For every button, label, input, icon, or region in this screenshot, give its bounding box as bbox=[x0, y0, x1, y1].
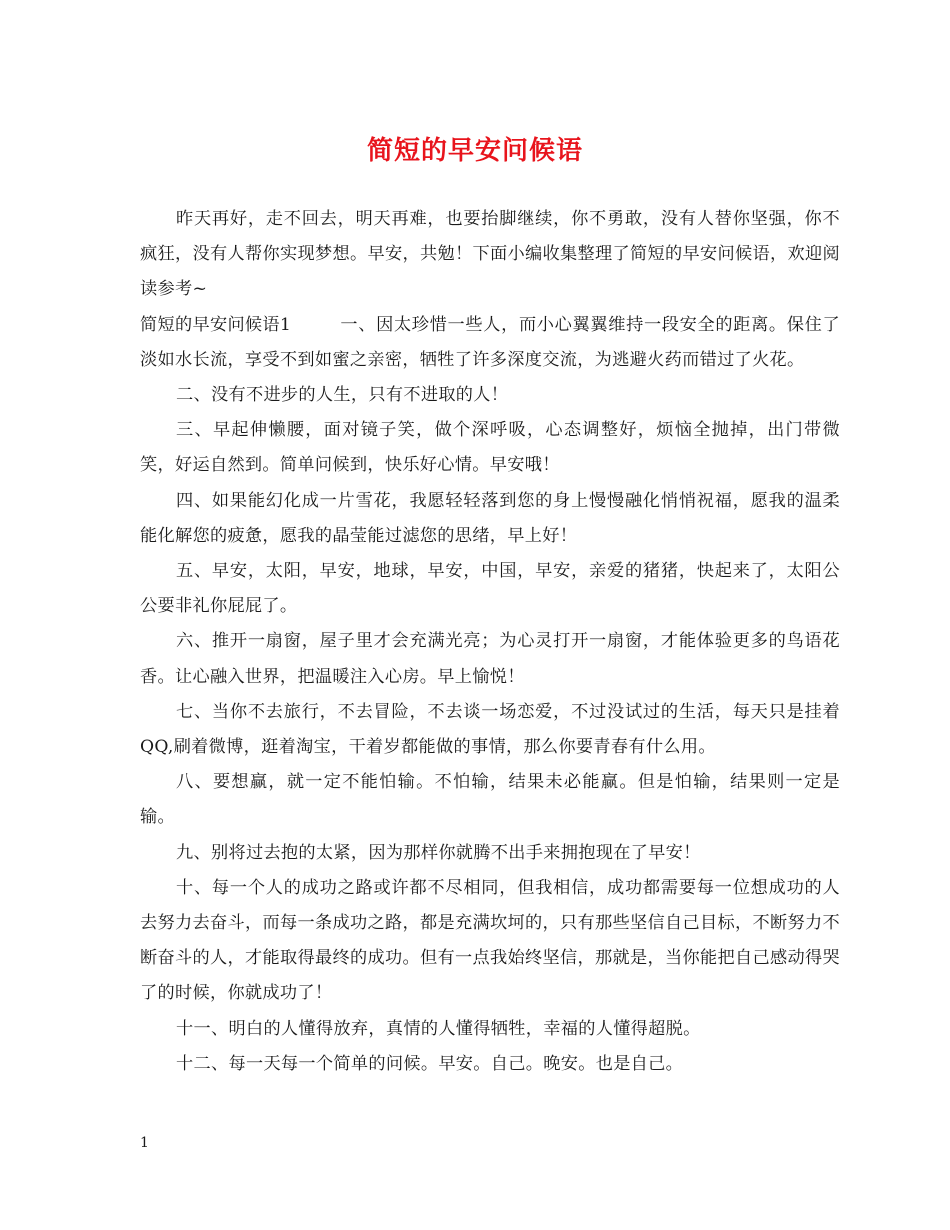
item-paragraph-7: 七、当你不去旅行，不去冒险，不去谈一场恋爱，不过没试过的生活，每天只是挂着QQ,刷着微博，逛着淘宝，干着岁都能做的事情，那么你要青春有什么用。 bbox=[140, 701, 840, 758]
section-label: 简短的早安问候语1 bbox=[140, 314, 292, 335]
item-paragraph-3: 三、早起伸懒腰，面对镜子笑，做个深呼吸，心态调整好，烦恼全抛掉，出门带微笑，好运自然到。简单问候到，快乐好心情。早安哦！ bbox=[140, 420, 840, 476]
section-first-paragraph bbox=[140, 308, 840, 378]
item-paragraph-1: 一、因太珍惜一些人，而小心翼翼维持一段安全的距离。保住了淡如水长流，享受不到如蜜之亲密，牺牲了许多深度交流，为逃避火药而错过了火花。 bbox=[140, 314, 840, 370]
item-paragraph-10: 十、每一个人的成功之路或许都不尽相同，但我相信，成功都需要每一位想成功的人去努力去奋斗，而每一条成功之路，都是充满坎坷的，只有那些坚信自己目标，不断努力不断奋斗的人，才能取得最终的成功。但有一点我始终坚信，那就是，当你能把自己感动得哭了的时候，你就成功了！ bbox=[140, 877, 840, 1004]
item-paragraph-2: 二、没有不进步的人生，只有不进取的人！ bbox=[176, 385, 509, 406]
item-paragraph-5: 五、早安，太阳，早安，地球，早安，中国，早安，亲爱的猪猪，快起来了，太阳公公要非礼你屁屁了。 bbox=[140, 561, 840, 617]
document-title: 简短的早安问候语 bbox=[366, 136, 583, 166]
page-number: 1 bbox=[140, 1135, 149, 1151]
item-paragraph-9: 九、别将过去抱的太紧，因为那样你就腾不出手来拥抱现在了早安！ bbox=[176, 842, 701, 863]
item-paragraph-4: 四、如果能幻化成一片雪花，我愿轻轻落到您的身上慢慢融化悄悄祝福，愿我的温柔能化解您的疲惫，愿我的晶莹能过滤您的思绪，早上好！ bbox=[140, 490, 840, 546]
item-paragraph-8: 八、要想赢，就一定不能怕输。不怕输，结果未必能赢。但是怕输，结果则一定是输。 bbox=[140, 772, 840, 828]
document-body bbox=[140, 202, 840, 1082]
item-paragraph-6: 六、推开一扇窗，屋子里才会充满光亮；为心灵打开一扇窗，才能体验更多的鸟语花香。让心融入世界，把温暖注入心房。早上愉悦！ bbox=[140, 631, 840, 687]
intro-paragraph: 昨天再好，走不回去，明天再难，也要抬脚继续，你不勇敢，没有人替你坚强，你不疯狂，没有人帮你实现梦想。早安，共勉！下面小编收集整理了简短的早安问候语，欢迎阅读参考~ bbox=[140, 209, 840, 300]
item-paragraph-11: 十一、明白的人懂得放弃，真情的人懂得牺牲，幸福的人懂得超脱。 bbox=[176, 1018, 701, 1039]
item-paragraph-12: 十二、每一天每一个简单的问候。早安。自己。晚安。也是自己。 bbox=[176, 1053, 684, 1074]
